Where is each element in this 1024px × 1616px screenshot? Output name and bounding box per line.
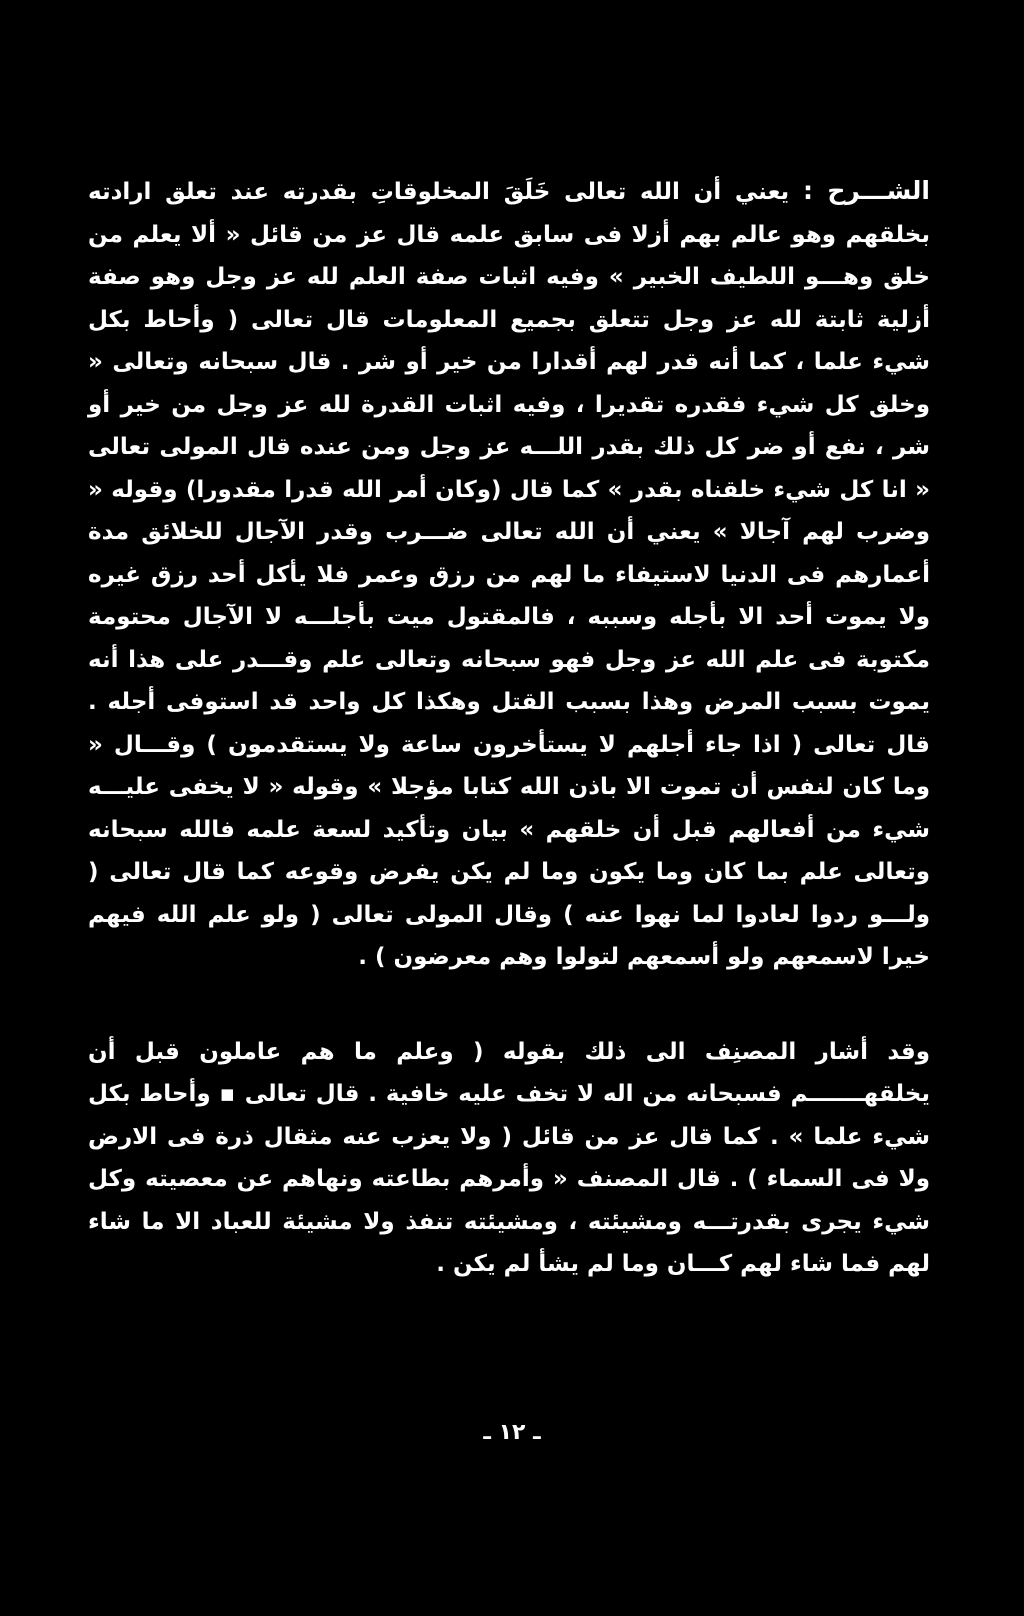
commentary-paragraph-1 (88, 170, 930, 979)
commentary-paragraph-2: وقد أشار المصنِف الى ذلك بقوله ( وعلم ما هم عاملون قبل أن يخلقهـــــــم فسبحانه من اله لا تخف عليه خافية . قال تعالى ▪ وأحاط بكل شيء علما » . كما قال عز من قائل ( ولا يعزب عنه مثقال ذرة فى الارض ولا فى السماء ) . قال المصنف « وأمرهم بطاعته ونهاهم عن معصيته وكل شيء يجرى بقدرتـــه ومشيئته ، ومشيئته تنفذ ولا مشيئة للعباد الا ما شاء لهم فما شاء لهم كـــان وما لم يشأ لم يكن . (88, 1038, 930, 1277)
commentary-paragraph-1-text: يعني أن الله تعالى خَلَقَ المخلوقاتِ بقدرته عند تعلق ارادته بخلقهم وهو عالم بهم أزلا فى سابق علمه قال عز من قائل « ألا يعلم من خلق وهـــو اللطيف الخبير » وفيه اثبات صفة العلم لله عز وجل وهو صفة أزلية ثابتة لله عز وجل تتعلق بجميع المعلومات قال تعالى ( وأحاط بكل شيء علما ، كما أنه قدر لهم أقدارا من خير أو شر . قال سبحانه وتعالى « وخلق كل شيء فقدره تقديرا ، وفيه اثبات القدرة لله عز وجل من خير أو شر ، نفع أو ضر كل ذلك بقدر اللـــه عز وجل ومن عنده قال المولى تعالى « انا كل شيء خلقناه بقدر » كما قال (وكان أمر الله قدرا مقدورا) وقوله « وضرب لهم آجالا » يعني أن الله تعالى ضـــرب وقدر الآجال للخلائق مدة أعمارهم فى الدنيا لاستيفاء ما لهم من رزق وعمر فلا يأكل أحد رزق غيره ولا يموت أحد الا بأجله وسببه ، فالمقتول ميت بأجلـــه لا الآجال محتومة مكتوبة فى علم الله عز وجل فهو سبحانه وتعالى علم وقـــدر على هذا أنه يموت بسبب المرض وهذا بسبب القتل وهكذا كل واحد قد استوفى أجله . قال تعالى ( اذا جاء أجلهم لا يستأخرون ساعة ولا يستقدمون ) وقـــال « وما كان لنفس أن تموت الا باذن الله كتابا مؤجلا » وقوله « لا يخفى عليـــه شيء من أفعالهم قبل أن خلقهم » بيان وتأكيد لسعة علمه فالله سبحانه وتعالى علم بما كان وما يكون وما لم يكن يفرض وقوعه كما قال تعالى ( ولـــو ردوا لعادوا لما نهوا عنه ) وقال المولى تعالى ( ولو علم الله فيهم خيرا لاسمعهم ولو أسمعهم لتولوا وهم معرضون ) . (88, 179, 930, 970)
page-number: ـ ١٢ ـ (483, 1420, 541, 1445)
commentary-heading: الشـــرح : (802, 176, 930, 205)
commentary-section (88, 170, 930, 1286)
